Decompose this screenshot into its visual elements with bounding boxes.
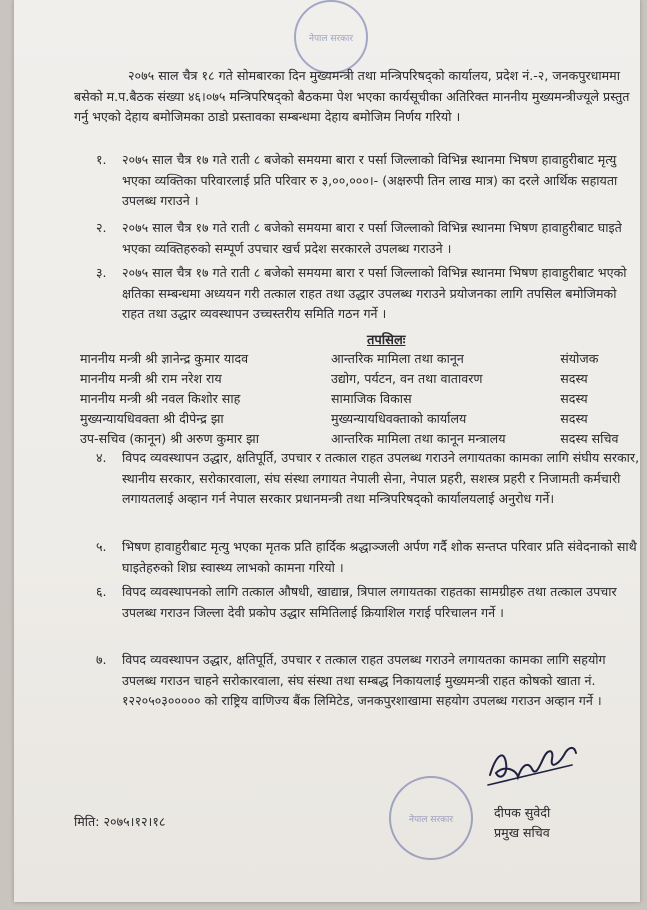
decision-item-3 (74, 263, 644, 325)
tapasil-heading: तपसिलः (367, 333, 406, 348)
decision-item-4 (74, 448, 644, 510)
government-seal-icon (389, 776, 473, 860)
document-page (14, 0, 640, 902)
item-number: २. (96, 220, 107, 235)
document-date: मिति: २०७५।१२।१८ (74, 814, 166, 829)
member-role: सदस्य (560, 391, 588, 406)
member-name: माननीय मन्त्री श्री ज्ञानेन्द्र कुमार यादव (80, 351, 249, 366)
member-ministry: आन्तरिक मामिला तथा कानून मन्त्रालय (331, 431, 506, 446)
member-name: माननीय मन्त्री श्री राम नरेश राय (80, 371, 222, 386)
table-row (80, 369, 640, 389)
decision-item-1 (74, 150, 644, 212)
item-number: ४. (96, 450, 107, 465)
member-ministry: मुख्यन्यायधिवक्ताको कार्यालय (331, 411, 467, 426)
member-role: सदस्य सचिव (560, 431, 619, 446)
item-text: भिषण हावाहुरीबाट मृत्यु भएका मृतक प्रति हार्दिक श्रद्धाञ्जली अर्पण गर्दै शोक सन्तप्त परिवार प्रति संवेदनाको साथै घाइतेहरुको शिघ्र स्वास्थ्य लाभको कामना गरियो । (122, 539, 637, 575)
member-role: संयोजक (560, 351, 599, 366)
member-role: सदस्य (560, 371, 588, 386)
member-name: मुख्यन्यायधिवक्ता श्री दीपेन्द्र झा (80, 411, 224, 426)
item-number: ३. (96, 265, 107, 280)
signer-title: प्रमुख सचिव (494, 825, 550, 840)
item-text: २०७५ साल चैत्र १७ गते राती ८ बजेको समयमा बारा र पर्सा जिल्लाको विभिन्न स्थानमा भिषण हावाहुरीबाट मृत्यु भएका व्यक्तिका परिवारलाई प्रति परिवार रु ३,००,०००।- (अक्षरुपी तिन लाख मात्र) का दरले आर्थिक सहायता उपलब्ध गराउने । (122, 152, 618, 208)
member-ministry: आन्तरिक मामिला तथा कानून (331, 351, 464, 366)
signer-name: दीपक सुवेदी (494, 805, 551, 820)
member-ministry: सामाजिक विकास (331, 391, 412, 406)
seal-text: नेपाल सरकार (308, 33, 354, 44)
item-number: ६. (96, 584, 107, 599)
member-name: माननीय मन्त्री श्री नवल किशोर साह (80, 391, 241, 406)
item-text: २०७५ साल चैत्र १७ गते राती ८ बजेको समयमा बारा र पर्सा जिल्लाको विभिन्न स्थानमा भिषण हावाहुरीबाट भएको क्षतिका सम्बन्धमा अध्ययन गरी तत्काल राहत तथा उद्धार उपलब्ध गराउने प्रयोजनका लागि तपसिल बमोजिमको राहत तथा उद्धार व्यवस्थापन उच्चस्तरीय समिति गठन गर्ने । (122, 265, 627, 321)
table-row (80, 409, 640, 429)
table-row (80, 349, 640, 369)
item-text: २०७५ साल चैत्र १७ गते राती ८ बजेको समयमा बारा र पर्सा जिल्लाको विभिन्न स्थानमा भिषण हावाहुरीबाट घाइते भएका व्यक्तिहरुको सम्पूर्ण उपचार खर्च प्रदेश सरकारले उपलब्ध गराउने । (122, 220, 622, 256)
item-text: विपद व्यवस्थापनको लागि तत्काल औषधी, खाद्यान्न, त्रिपाल लगायतका राहतका सामग्रीहरु तथा तत्काल उपचार उपलब्ध गराउन जिल्ला देवी प्रकोप उद्धार समितिलाई क्रियाशिल गराई परिचालन गर्ने । (122, 584, 617, 620)
decision-item-6 (74, 582, 644, 623)
signer-block (494, 803, 550, 843)
item-number: ७. (96, 652, 107, 667)
item-number: ५. (96, 539, 107, 554)
item-number: १. (96, 152, 107, 167)
item-text: विपद व्यवस्थापन उद्धार, क्षतिपूर्ति, उपचार र तत्काल राहत उपलब्ध गराउने लगायतका कामका लागि संघीय सरकार, स्थानीय सरकार, सरोकारवाला, संघ संस्था लगायत नेपाली सेना, नेपाल प्रहरी, सशस्त्र प्रहरी र निजामती कर्मचारी लगायतलाई अव्हान गर्न नेपाल सरकार प्रधानमन्त्री तथा मन्त्रिपरिषद्को कार्यालयलाई अनुरोध गर्ने। (122, 450, 640, 506)
seal-text: नेपाल सरकार (408, 814, 454, 825)
decision-item-7 (74, 650, 644, 712)
table-row (80, 429, 640, 449)
decision-item-5 (74, 537, 644, 578)
table-row (80, 389, 640, 409)
government-seal-icon (294, 0, 368, 74)
member-ministry: उद्योग, पर्यटन, वन तथा वातावरण (331, 371, 483, 386)
decision-item-2 (74, 218, 644, 259)
member-name: उप-सचिव (कानून) श्री अरुण कुमार झा (80, 431, 259, 446)
intro-paragraph: २०७५ साल चैत्र १८ गते सोमबारका दिन मुख्यमन्त्री तथा मन्त्रिपरिषद्को कार्यालय, प्रदेश नं.-२, जनकपुरधाममा बसेको म.प.बैठक संख्या ४६।०७५ मन्त्रिपरिषद्को बैठकमा पेश भएका कार्यसूचीका अतिरिक्त माननीय मुख्यमन्त्रीज्यूले प्रस्तुत गर्नु भएको देहाय बमोजिमका ठाडो प्रस्तावका सम्बन्धमा देहाय बमोजिम निर्णय गरियो । (74, 68, 630, 124)
signature-icon (482, 735, 582, 790)
committee-table (80, 349, 640, 449)
member-role: सदस्य (560, 411, 588, 426)
item-text: विपद व्यवस्थापन उद्धार, क्षतिपूर्ति, उपचार र तत्काल राहत उपलब्ध गराउने लगायतका कामका लागि सहयोग उपलब्ध गराउन चाहने सरोकारवाला, संघ संस्था तथा सम्बद्ध निकायलाई मुख्यमन्त्री राहत कोषको खाता नं. १२२०५०३००००० को राष्ट्रिय वाणिज्य बैंक लिमिटेड, जनकपुरशाखामा सहयोग उपलब्ध गराउन अव्हान गर्ने । (122, 652, 606, 708)
